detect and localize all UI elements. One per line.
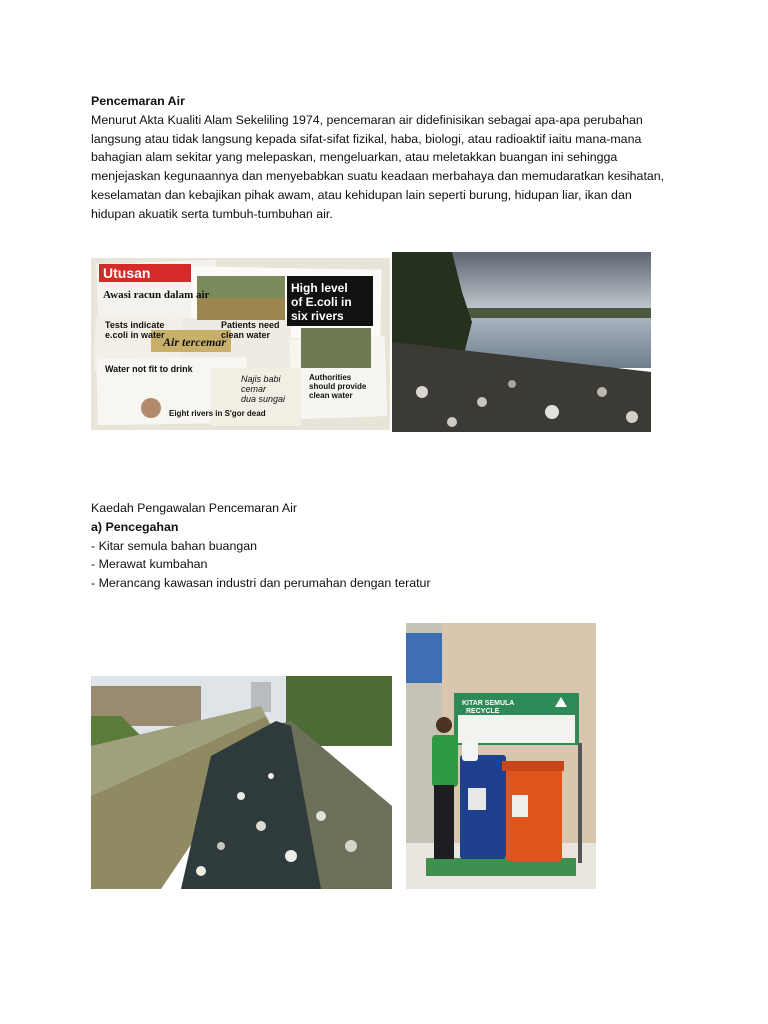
headline-text: clean water	[309, 391, 353, 400]
section-title: Pencemaran Air	[91, 94, 185, 108]
paragraph-line: hidupan akuatik serta tumbuh-tumbuhan air.	[91, 206, 333, 221]
headline-text: six rivers	[291, 309, 344, 323]
headline-text: Najis babi	[241, 374, 281, 384]
definition-paragraph	[91, 111, 691, 224]
headline-text: Water not fit to drink	[105, 364, 193, 374]
headline-text: Air tercemar	[163, 335, 226, 349]
polluted-canal-photo	[91, 676, 392, 889]
sign-text: KITAR SEMULA	[462, 700, 515, 707]
headline-text: Eight rivers in S'gor dead	[169, 409, 266, 418]
paragraph-line: menjejaskan kegunaannya dan menyebabkan suatu keadaan merbahaya dan memudaratkan kesihatan,	[91, 169, 665, 184]
recycling-bins-photo	[406, 623, 596, 889]
masthead-text: Utusan	[103, 265, 151, 281]
headline-text: High level	[291, 281, 348, 295]
section-kaedah-pengawalan	[91, 499, 691, 593]
subsection-title: a) Pencegahan	[91, 519, 179, 534]
list-item: - Merancang kawasan industri dan perumahan dengan teratur	[91, 576, 431, 591]
headline-text: of E.coli in	[291, 295, 352, 309]
paragraph-line: langsung atau tidak langsung kepada sifat-sifat fizikal, haba, biologi, atau radioaktif iaitu mana-mana	[91, 131, 642, 146]
sign-text: RECYCLE	[466, 708, 500, 715]
polluted-river-photo	[392, 252, 651, 432]
headline-text: dua sungai	[241, 394, 286, 404]
newspaper-collage-image	[91, 258, 390, 430]
headline-text: clean water	[221, 330, 271, 340]
list-item: - Merawat kumbahan	[91, 557, 208, 572]
headline-text: Tests indicate	[105, 320, 165, 330]
headline-text: cemar	[241, 384, 267, 394]
paragraph-line: keselamatan dan kebajikan pihak awam, atau kehidupan lain seperti burung, hidupan liar, ikan dan	[91, 187, 632, 202]
headline-text: should provide	[309, 382, 367, 391]
headline-text: Patients need	[221, 320, 280, 330]
section-title: Kaedah Pengawalan Pencemaran Air	[91, 501, 297, 515]
paragraph-line: bahagian alam sekitar yang melepaskan, mengeluarkan, atau meletakkan buangan ini sehingga	[91, 150, 618, 165]
paragraph-line: Menurut Akta Kualiti Alam Sekeliling 1974, pencemaran air didefinisikan sebagai apa-apa perubahan	[91, 112, 643, 127]
headline-text: Awasi racun dalam air	[103, 289, 210, 301]
list-item: - Kitar semula bahan buangan	[91, 538, 258, 553]
headline-text: Authorities	[309, 373, 352, 382]
headline-text: e.coli in water	[105, 330, 165, 340]
section-pencemaran-air	[91, 92, 691, 224]
